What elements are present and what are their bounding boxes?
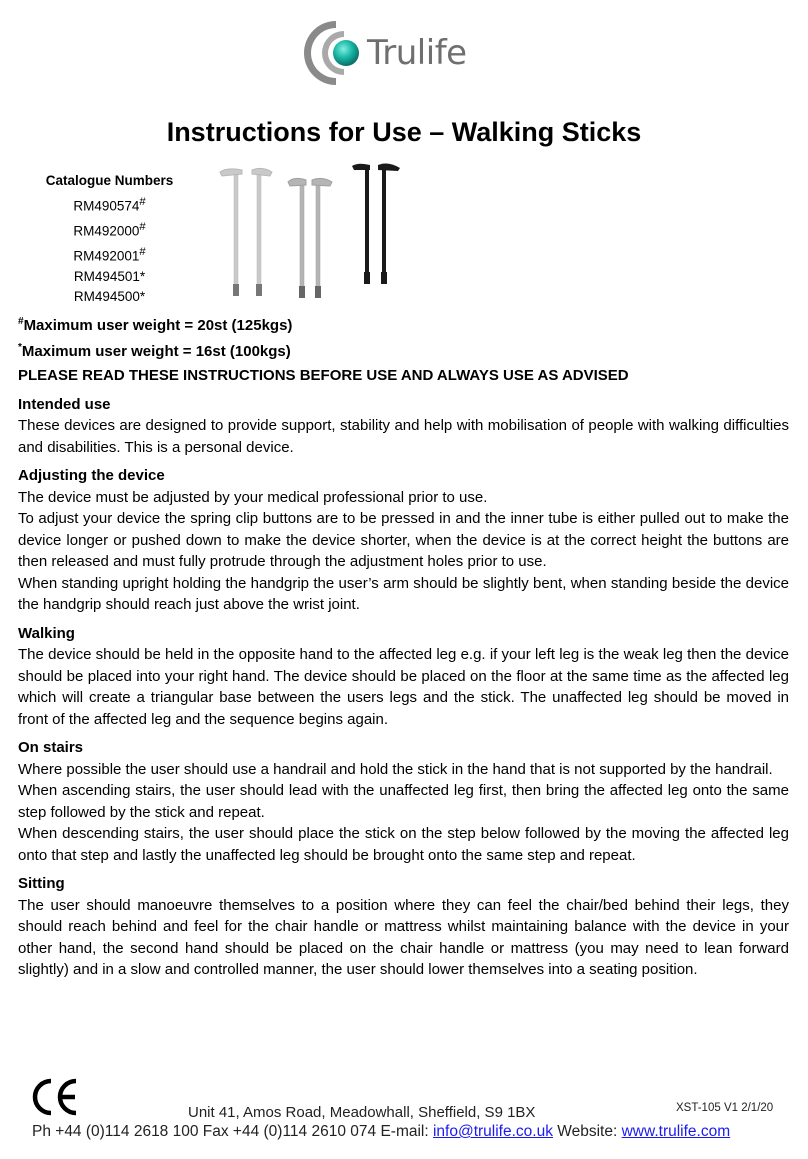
catalogue-item: RM492001# — [73, 245, 146, 263]
section-heading-stairs: On stairs — [18, 739, 84, 756]
catalogue-item: RM494500* — [73, 289, 146, 304]
catalogue-list — [22, 171, 197, 308]
walking-sticks-image — [212, 160, 437, 306]
section-heading-walking: Walking — [18, 624, 75, 642]
email-link[interactable]: info@trulife.co.uk — [432, 1123, 553, 1140]
section-heading-intended-use: Intended use — [18, 395, 111, 413]
website-link[interactable]: www.trulife.com — [621, 1123, 731, 1140]
walking-sticks-icon — [212, 160, 437, 306]
paragraph: When ascending stairs, the user should lead with the unaffected leg first, then bring the affected leg onto the same step followed by the stick and repeat. — [18, 782, 789, 821]
section-heading-sitting: Sitting — [18, 875, 65, 892]
paragraph: Where possible the user should use a handrail and hold the stick in the hand that is not supported by the handrail. — [18, 760, 773, 778]
paragraph: To adjust your device the spring clip buttons are to be pressed in and the inner tube is either pulled out to make the device longer or pushed down to make the device shorter, when the device is at the correct height the buttons are then released and must fully protrude through the adjustment holes prior to use. — [18, 510, 789, 570]
document-version: XST-105 V1 2/1/20 — [676, 1102, 774, 1114]
catalogue-item: RM494501* — [73, 268, 146, 284]
catalogue-item: RM492000# — [73, 220, 146, 238]
catalogue-heading: Catalogue Numbers — [45, 173, 174, 188]
max-weight-line: *Maximum user weight = 16st (100kgs) — [18, 342, 291, 360]
section-heading-adjusting: Adjusting the device — [18, 467, 165, 484]
max-weight-line: #Maximum user weight = 20st (125kgs) — [18, 316, 293, 334]
paragraph: When standing upright holding the handgrip the user’s arm should be slightly bent, when standing beside the device the handgrip should reach just above the wrist joint. — [18, 574, 789, 613]
paragraph: The user should manoeuvre themselves to a position where they can feel the chair/bed behind their legs, they should reach behind and feel for the chair handle or mattress whilst maintaining balance with the device in your other hand, the second hand should be placed on the chair handle or mattress (you may need to lean forward slightly) and in a slow and controlled manner, the user should lower themselves into a seating position. — [18, 896, 789, 978]
catalogue-item: RM490574# — [73, 195, 146, 213]
warning-text: PLEASE READ THESE INSTRUCTIONS BEFORE USE AND ALWAYS USE AS ADVISED — [18, 367, 629, 384]
ce-mark-symbol — [30, 1077, 80, 1117]
paragraph: The device should be held in the opposite hand to the affected leg e.g. if your left leg is the weak leg then the device should be placed into your right hand. The device should be placed on the floor at the same time as the affected leg which will create a triangular base between the users legs and the stick. The unaffected leg should be moved in front of the affected leg and the sequence begins again. — [18, 646, 789, 728]
page-title: Instructions for Use – Walking Sticks — [166, 117, 642, 147]
ce-mark-icon — [30, 1077, 80, 1117]
max-weight-notes — [18, 311, 292, 363]
footer-address: Unit 41, Amos Road, Meadowhall, Sheffield, S9 1BX — [188, 1104, 536, 1121]
instructions-body — [18, 365, 789, 981]
paragraph: These devices are designed to provide support, stability and help with mobilisation of people with walking difficulties and disabilities. This is a personal device. — [18, 417, 789, 456]
paragraph: When descending stairs, the user should place the stick on the step below followed by the moving the affected leg onto that step and lastly the unaffected leg should be brought onto the same step and repeat. — [18, 825, 789, 864]
paragraph: The device must be adjusted by your medical professional prior to use. — [18, 488, 488, 506]
phone-fax-text: Ph +44 (0)114 2618 100 Fax +44 (0)114 2610 074 E-mail: — [32, 1123, 433, 1140]
footer-contact — [32, 1123, 730, 1141]
brand-name: Trulife — [367, 33, 467, 73]
website-label: Website: — [552, 1123, 622, 1140]
